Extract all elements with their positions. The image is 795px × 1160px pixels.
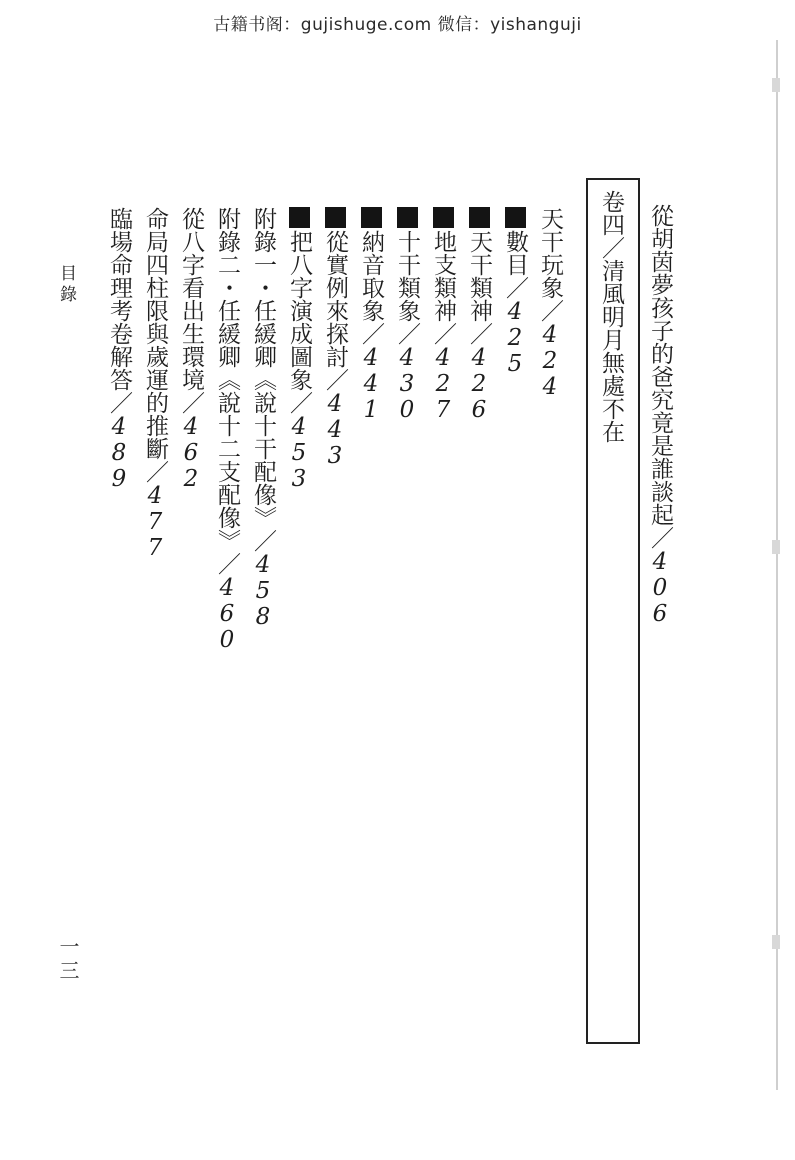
entry-title: 從八字看出生環境	[178, 207, 204, 391]
square-marker-icon	[469, 207, 490, 228]
entry-title: 從胡茵夢孩子的爸究竟是誰談起	[647, 204, 673, 526]
entry-title: 數目	[502, 230, 528, 276]
toc-entry[interactable]	[467, 207, 490, 423]
toc-entry[interactable]	[215, 207, 238, 653]
entry-page: 425	[502, 299, 528, 377]
entry-title: 臨場命理考卷解答	[106, 207, 132, 391]
entry-separator: ／	[106, 391, 132, 414]
toc-entry[interactable]	[395, 207, 418, 423]
edge-mark	[772, 540, 780, 554]
entry-title: 地支類神	[430, 230, 456, 322]
edge-mark	[772, 78, 780, 92]
entry-separator: ／	[250, 529, 276, 552]
entry-page: 477	[142, 483, 168, 561]
toc-entry[interactable]	[251, 207, 274, 630]
entry-title: 納音取象	[358, 230, 384, 322]
toc-entry[interactable]	[179, 207, 202, 492]
toc-entry[interactable]	[143, 207, 166, 561]
square-marker-icon	[505, 207, 526, 228]
entry-separator: ／	[394, 322, 420, 345]
watermark-text: 古籍书阁：gujishuge.com 微信：yishanguji	[213, 15, 582, 35]
entry-separator: ／	[214, 552, 240, 575]
entry-separator: ／	[430, 322, 456, 345]
entry-title: 天干玩象	[537, 207, 563, 299]
toc-entry[interactable]	[431, 207, 454, 423]
square-marker-icon	[361, 207, 382, 228]
entry-separator: ／	[537, 299, 563, 322]
section-side-title: 目錄	[56, 264, 76, 306]
edge-mark	[772, 935, 780, 949]
square-marker-icon	[289, 207, 310, 228]
page-edge-line	[776, 40, 778, 1090]
entry-separator: ／	[322, 368, 348, 391]
square-marker-icon	[433, 207, 454, 228]
entry-separator: ／	[142, 460, 168, 483]
entry-separator: ／	[286, 391, 312, 414]
entry-page: 406	[647, 549, 673, 627]
entry-page: 427	[430, 345, 456, 423]
entry-page: 424	[537, 322, 563, 400]
entry-title: 從實例來探討	[322, 230, 348, 368]
entry-separator: ／	[502, 276, 528, 299]
toc-entry[interactable]	[287, 207, 310, 492]
volume-separator: ／	[598, 236, 624, 259]
entry-title: 天干類神	[466, 230, 492, 322]
entry-title: 把八字演成圖象	[286, 230, 312, 391]
toc-entry[interactable]	[323, 207, 346, 469]
volume-heading	[599, 190, 622, 443]
entry-title: 命局四柱限與歲運的推斷	[142, 207, 168, 460]
entry-separator: ／	[178, 391, 204, 414]
entry-title: 附錄一・任緩卿《說十干配像》	[250, 207, 276, 529]
entry-page: 462	[178, 414, 204, 492]
volume-subtitle: 清風明月無處不在	[598, 259, 624, 443]
entry-page: 430	[394, 345, 420, 423]
entry-page: 460	[214, 575, 240, 653]
entry-page: 443	[322, 391, 348, 469]
entry-separator: ／	[647, 526, 673, 549]
toc-entry[interactable]	[648, 204, 671, 627]
toc-entry[interactable]	[538, 207, 561, 400]
toc-entry[interactable]	[503, 207, 526, 377]
entry-separator: ／	[358, 322, 384, 345]
toc-entry[interactable]	[359, 207, 382, 423]
entry-page: 426	[466, 345, 492, 423]
entry-page: 489	[106, 414, 132, 492]
entry-title: 附錄二・任緩卿《說十二支配像》	[214, 207, 240, 552]
page-number: 一三	[56, 936, 80, 984]
toc-entry[interactable]	[107, 207, 130, 492]
entry-page: 458	[250, 552, 276, 630]
entry-page: 441	[358, 345, 384, 423]
square-marker-icon	[397, 207, 418, 228]
entry-page: 453	[286, 414, 312, 492]
entry-title: 十干類象	[394, 230, 420, 322]
entry-separator: ／	[466, 322, 492, 345]
volume-title: 卷四	[598, 190, 624, 236]
square-marker-icon	[325, 207, 346, 228]
